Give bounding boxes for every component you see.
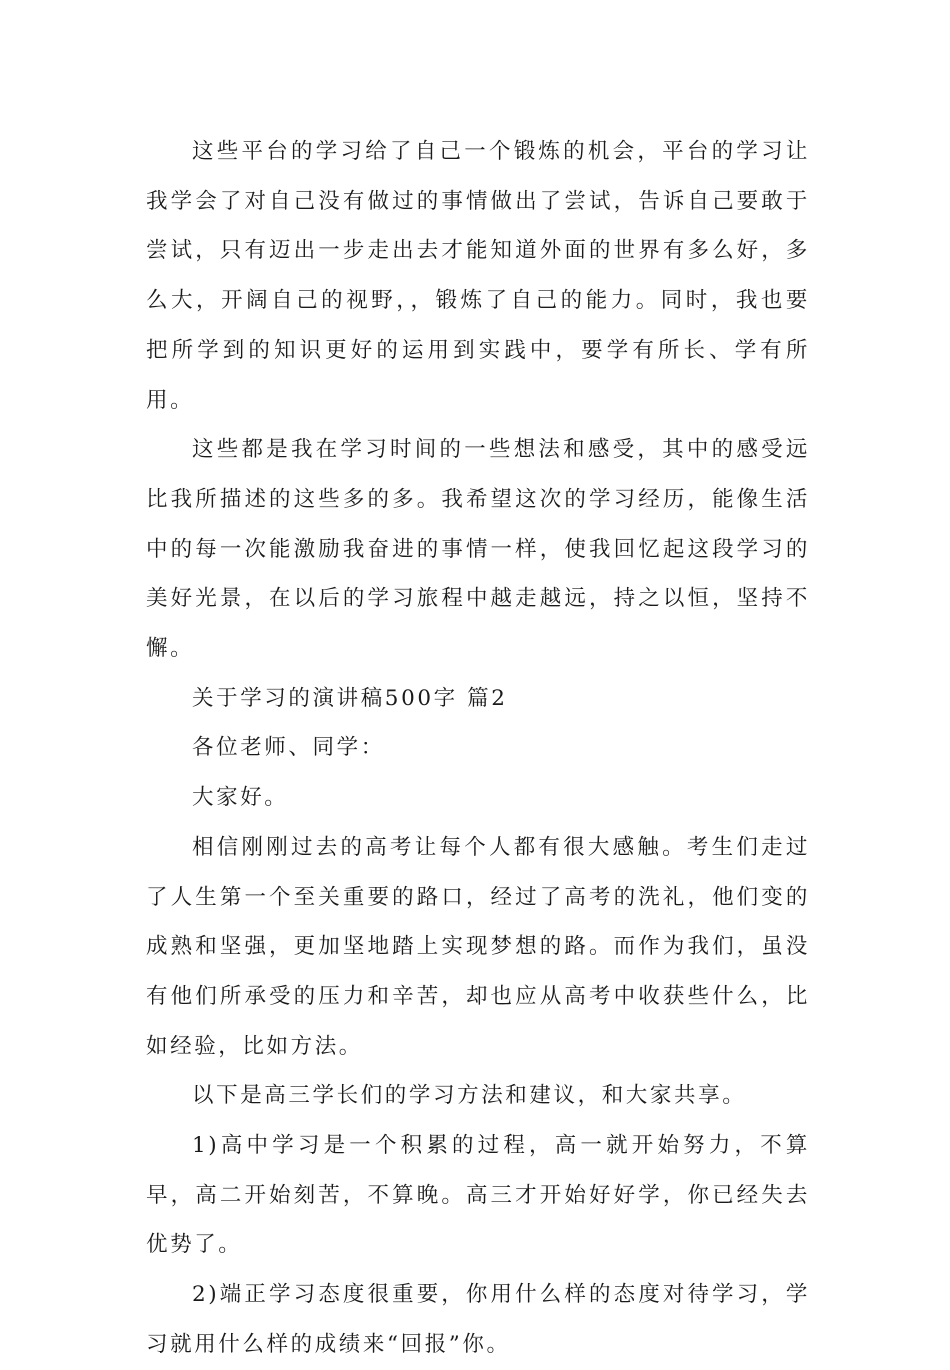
document-body	[146, 127, 810, 1370]
paragraph-gaokao: 相信刚刚过去的高考让每个人都有很大感触。考生们走过了人生第一个至关重要的路口，经过了高考的洗礼，他们变的成熟和坚强，更加坚地踏上实现梦想的路。而作为我们，虽没有他们所承受的压力和辛苦，却也应从高考中收获些什么，比如经验，比如方法。	[146, 834, 810, 1059]
section-heading: 关于学习的演讲稿500字 篇2	[192, 685, 508, 711]
paragraph-platform-learning: 这些平台的学习给了自己一个锻炼的机会，平台的学习让我学会了对自己没有做过的事情做出了尝试，告诉自己要敢于尝试，只有迈出一步走出去才能知道外面的世界有多么好，多么大，开阔自己的视野，，锻炼了自己的能力。同时，我也要把所学到的知识更好的运用到实践中，要学有所长、学有所用。	[146, 139, 810, 413]
list-item-2: 2)端正学习态度很重要，你用什么样的态度对待学习，学习就用什么样的成绩来“回报”你。	[146, 1282, 810, 1357]
paragraph-thoughts-feelings: 这些都是我在学习时间的一些想法和感受，其中的感受远比我所描述的这些多的多。我希望这次的学习经历，能像生活中的每一次能激励我奋进的事情一样，使我回忆起这段学习的美好光景，在以后的学习旅程中越走越远，持之以恒，坚持不懈。	[146, 437, 810, 662]
greeting: 大家好。	[192, 785, 289, 811]
paragraph-methods-intro: 以下是高三学长们的学习方法和建议，和大家共享。	[192, 1083, 747, 1109]
list-item-1: 1)高中学习是一个积累的过程，高一就开始努力，不算早，高二开始刻苦，不算晚。高三才开始好好学，你已经失去优势了。	[146, 1133, 810, 1258]
salutation: 各位老师、同学：	[192, 735, 385, 761]
